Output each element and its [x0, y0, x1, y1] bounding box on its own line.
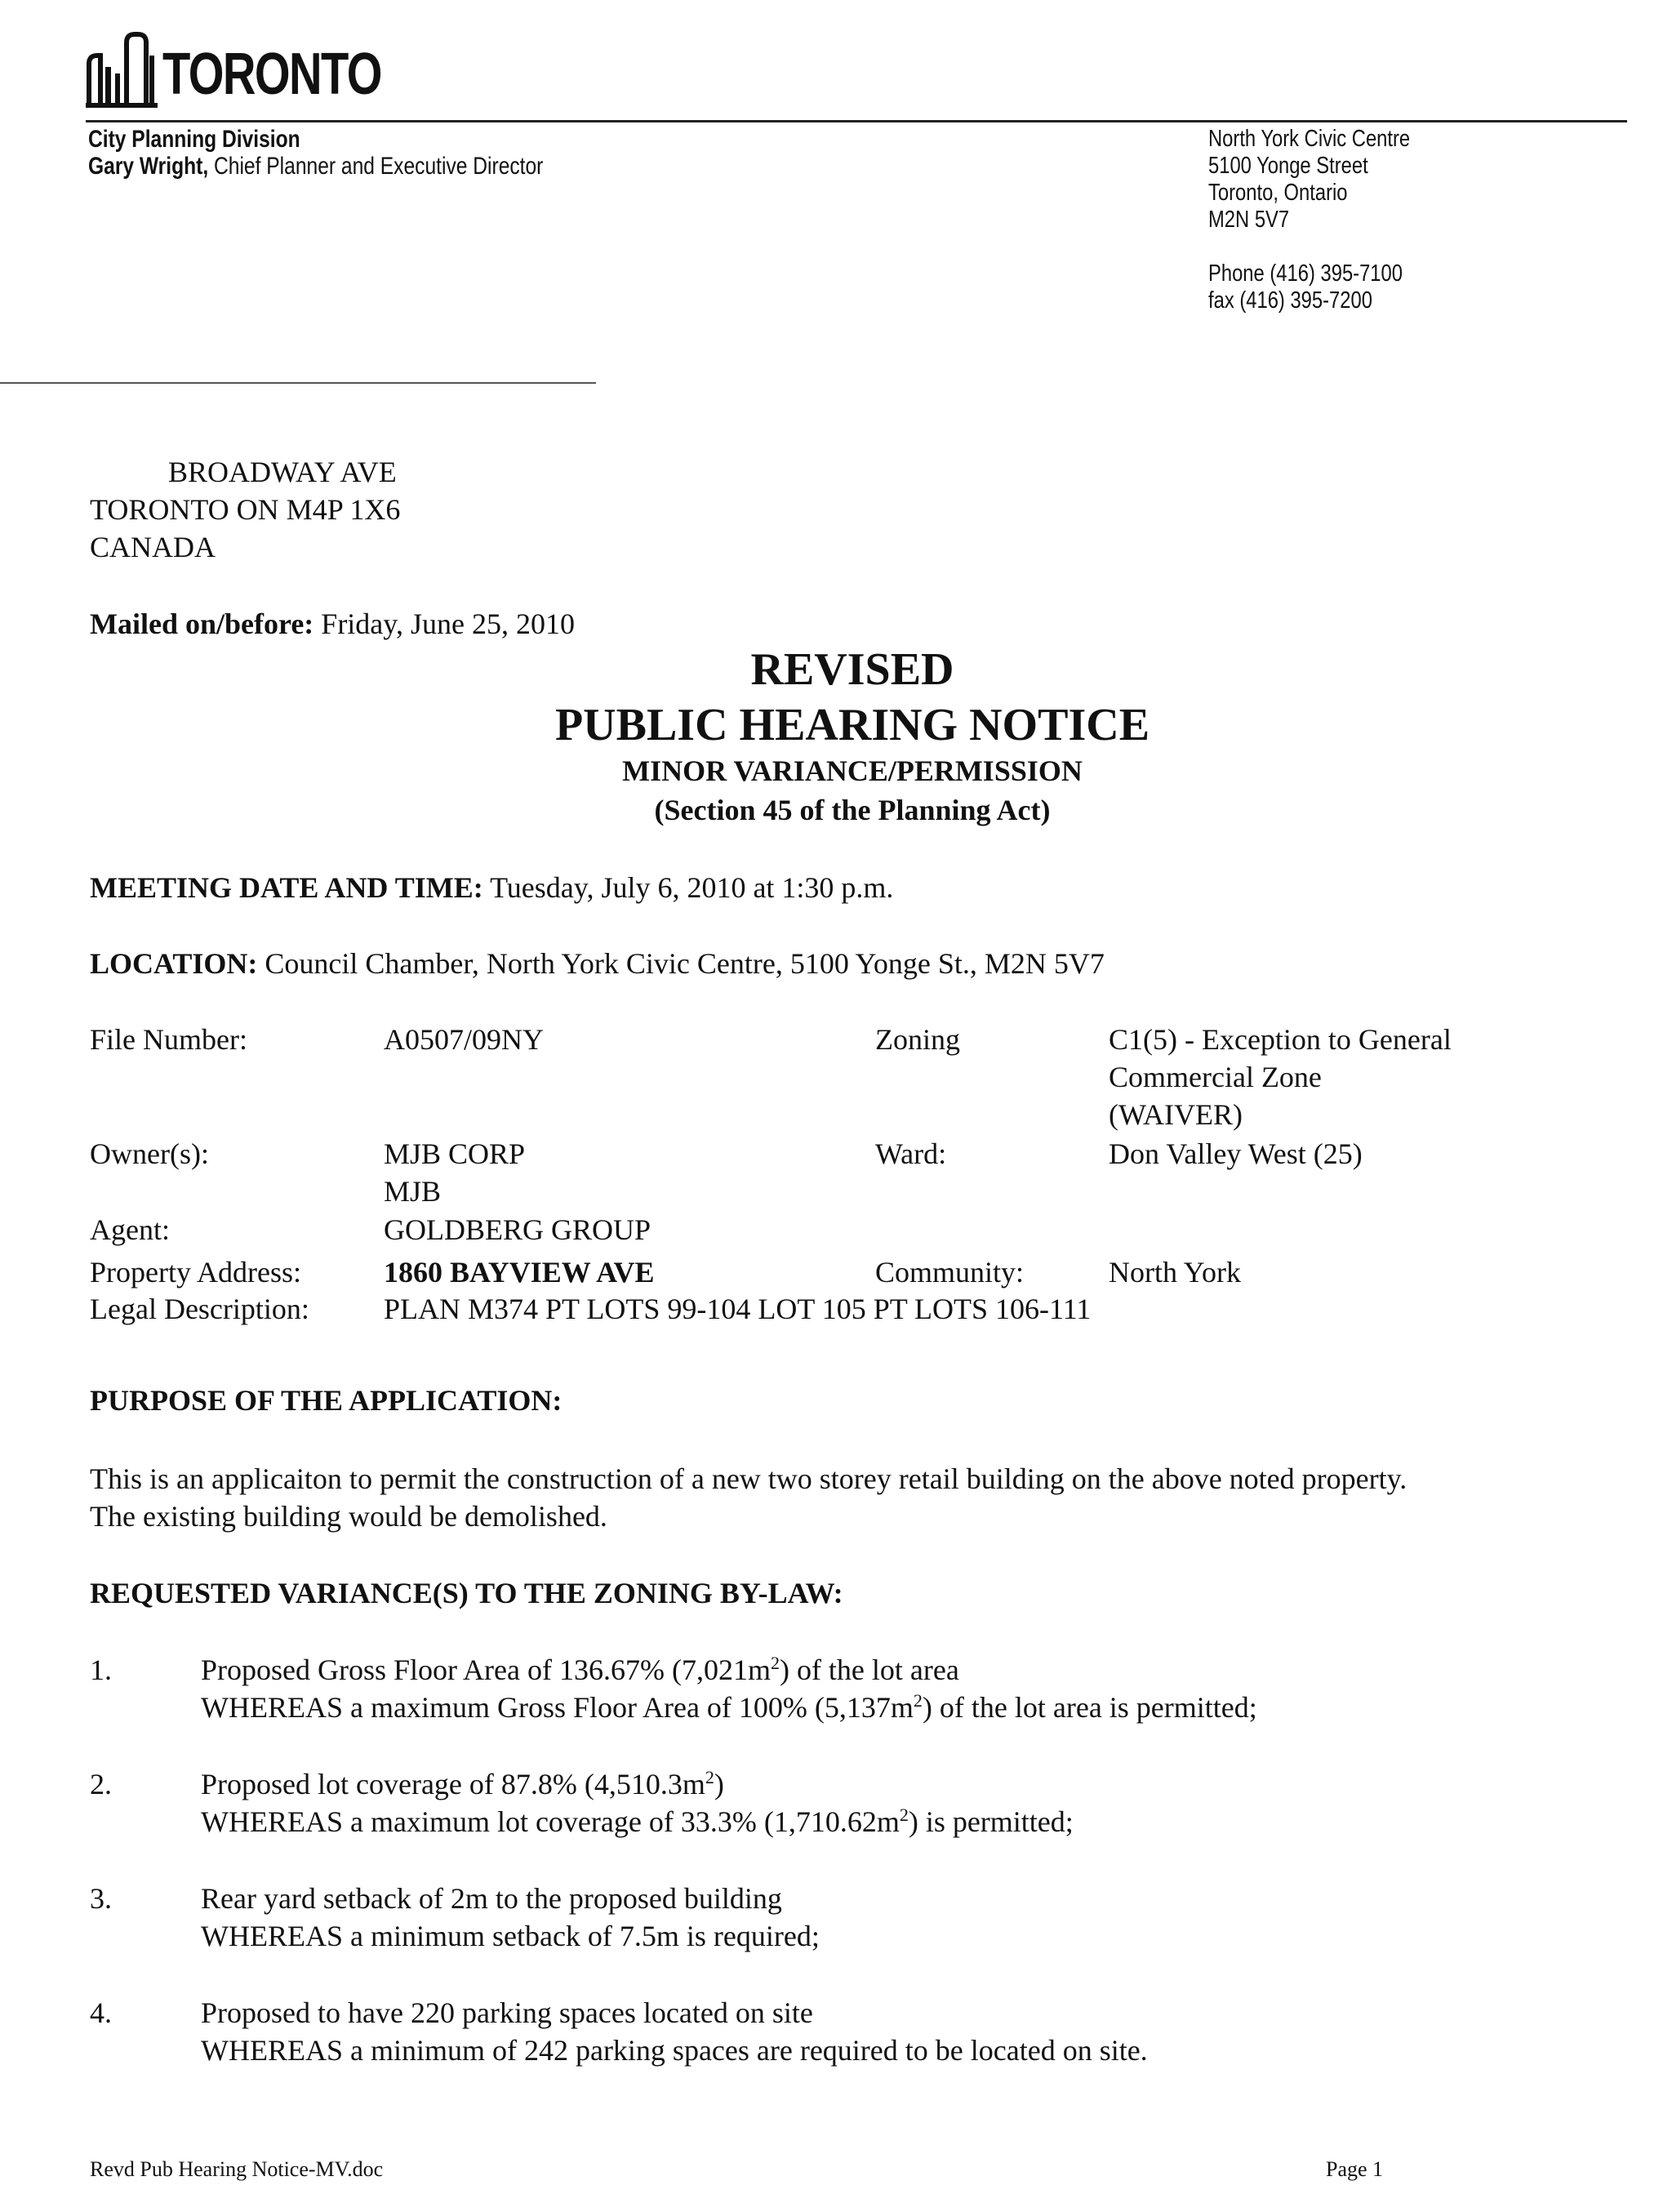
notice-subtitle: MINOR VARIANCE/PERMISSION [622, 754, 1083, 787]
zoning-label: Zoning [875, 1023, 960, 1056]
footer-page-number: Page 1 [1326, 2157, 1384, 2181]
meeting-value: Tuesday, July 6, 2010 at 1:30 p.m. [482, 871, 894, 904]
legal-description-label: Legal Description: [90, 1293, 309, 1325]
director-name: Gary Wright, [88, 153, 209, 180]
recipient-line: TORONTO ON M4P 1X6 [90, 493, 401, 526]
variance-permitted: WHEREAS a maximum Gross Floor Area of 100% $(5,137m^2)$ of the lot area is permitted; [201, 1690, 1257, 1724]
zoning-value [1109, 1021, 1452, 1133]
ward-label: Ward: [875, 1137, 947, 1170]
variance-number: 4. [90, 1996, 112, 2029]
variance-permitted: WHEREAS a minimum setback of 7.5m is required; [201, 1920, 820, 1952]
community-value: North York [1109, 1256, 1242, 1288]
address-separator [0, 382, 596, 384]
zoning-line: (WAIVER) [1109, 1098, 1243, 1131]
address-line: Toronto, Ontario [1208, 180, 1348, 206]
director-title: Chief Planner and Executive Director [208, 153, 544, 180]
variance-number: 2. [90, 1768, 112, 1800]
variance-proposed: Rear yard setback of 2m to the proposed building [201, 1882, 782, 1915]
mailed-label: Mailed on/before: [90, 608, 314, 640]
footer-filename: Revd Pub Hearing Notice-MV.doc [90, 2157, 384, 2181]
address-line: M2N 5V7 [1208, 207, 1290, 233]
purpose-line: The existing building would be demolished. [90, 1500, 607, 1533]
city-hall-logo-icon [86, 31, 158, 108]
logo-wordmark: TORONTO [162, 42, 381, 107]
division-name: City Planning Division [88, 126, 300, 153]
variance-proposed: Proposed lot coverage of 87.8% $(4,510.3m^2)$ [201, 1767, 724, 1800]
fax-number: fax (416) 395-7200 [1208, 287, 1372, 314]
variance-text [201, 1651, 1257, 1726]
recipient-line: BROADWAY AVE [168, 456, 397, 488]
community-label: Community: [875, 1256, 1025, 1288]
legal-description-value: PLAN M374 PT LOTS 99-104 LOT 105 PT LOTS 106-111 [384, 1293, 1092, 1325]
owner-name: MJB [384, 1175, 442, 1208]
recipient-line: CANADA [90, 531, 216, 563]
variance-proposed: Proposed to have 220 parking spaces located on site [201, 1996, 813, 2029]
agent-label: Agent: [90, 1213, 170, 1246]
phone-number: Phone (416) 395-7100 [1208, 260, 1403, 287]
property-address-value: 1860 BAYVIEW AVE [384, 1256, 655, 1288]
meeting-location [90, 945, 1105, 982]
variance-text [201, 1880, 820, 1955]
property-address-label: Property Address: [90, 1256, 301, 1288]
location-label: LOCATION: [90, 947, 258, 980]
file-number-label: File Number: [90, 1023, 247, 1056]
notice-title: PUBLIC HEARING NOTICE [554, 700, 1150, 750]
address-line: North York Civic Centre [1208, 126, 1411, 152]
variance-permitted: WHEREAS a minimum of 242 parking spaces are required to be located on site. [201, 2034, 1148, 2067]
civic-centre-address [1208, 126, 1410, 314]
purpose-text [90, 1460, 1407, 1535]
mailed-date [90, 605, 575, 643]
variance-permitted: WHEREAS a maximum lot coverage of 33.3% $(1,710.62m^2)$ is permitted; [201, 1805, 1074, 1838]
meeting-label: MEETING DATE AND TIME: [90, 871, 483, 904]
variance-proposed: Proposed Gross Floor Area of 136.67% $(7,021m^2)$ of the lot area [201, 1653, 959, 1686]
address-line: 5100 Yonge Street [1208, 153, 1368, 179]
variance-number: 1. [90, 1653, 112, 1686]
notice-title-revised: REVISED [750, 644, 954, 695]
owner-name: MJB CORP [384, 1137, 526, 1170]
variance-text [201, 1994, 1148, 2069]
recipient-address [90, 453, 400, 566]
header-rule [86, 120, 1627, 122]
owners-label: Owner(s): [90, 1137, 209, 1170]
zoning-line: Commercial Zone [1109, 1061, 1322, 1093]
file-number-value: A0507/09NY [384, 1023, 544, 1056]
location-value: Council Chamber, North York Civic Centre, 5100 Yonge St., M2N 5V7 [257, 947, 1105, 980]
purpose-line: This is an applicaiton to permit the construction of a new two storey retail building on the above noted property. [90, 1462, 1407, 1495]
zoning-line: C1(5) - Exception to General [1109, 1023, 1452, 1056]
director-line [88, 153, 543, 180]
mailed-value: Friday, June 25, 2010 [314, 608, 575, 640]
variances-heading: REQUESTED VARIANCE(S) TO THE ZONING BY-LAW: [90, 1577, 843, 1609]
notice-section: (Section 45 of the Planning Act) [654, 794, 1051, 826]
variance-text [201, 1765, 1074, 1840]
owners-value [384, 1135, 525, 1210]
purpose-heading: PURPOSE OF THE APPLICATION: [90, 1384, 563, 1417]
meeting-date-time [90, 869, 893, 906]
ward-value: Don Valley West (25) [1109, 1137, 1363, 1170]
agent-value: GOLDBERG GROUP [384, 1213, 651, 1246]
variance-number: 3. [90, 1882, 112, 1915]
